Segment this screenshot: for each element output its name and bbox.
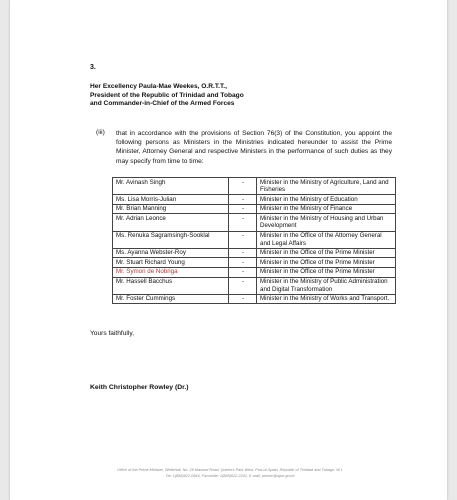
- letterhead-footer: [70, 468, 390, 479]
- table-row: [113, 277, 396, 294]
- minister-role: Minister in the Ministry of Works and Transport.: [257, 294, 396, 304]
- ministers-table: [112, 177, 396, 304]
- minister-role: Minister in the Ministry of Housing and Urban Development: [257, 214, 396, 231]
- separator: -: [229, 231, 257, 248]
- minister-name: Ms. Renuka Sagramsingh-Sooklal: [113, 231, 229, 248]
- minister-role: Minister in the Office of the Prime Minister: [257, 248, 396, 258]
- minister-name: Ms. Ayanna Webster-Roy: [113, 248, 229, 258]
- minister-role: Minister in the Office of the Prime Minister: [257, 267, 396, 277]
- separator: -: [229, 258, 257, 268]
- minister-name: Mr. Brian Manning: [113, 204, 229, 214]
- separator: -: [229, 267, 257, 277]
- minister-name: Mr. Adrian Leonce: [113, 214, 229, 231]
- minister-name: Mr. Avinash Singh: [113, 178, 229, 195]
- separator: -: [229, 195, 257, 205]
- separator: -: [229, 204, 257, 214]
- document-page: [10, 0, 447, 500]
- minister-name: Mr. Foster Cummings: [113, 294, 229, 304]
- addressee-line: Her Excellency Paula-Mae Weekes, O.R.T.T.,: [90, 83, 227, 90]
- footer-line: Tel: 1(868)622-0644, Facsimile: 1(868)622-2241, E-mail: pmsec@opm.gov.tt: [165, 473, 295, 478]
- table-row: [113, 258, 396, 268]
- paragraph-text: that in accordance with the provisions of Section 76(3) of the Constitution, you appoint the following persons as Ministers in the Ministries indicated hereunder to assist the Prime Minister, Attorney General and respective Ministers in the performance of such duties as they may specify from time to time:: [116, 130, 392, 165]
- separator: -: [229, 248, 257, 258]
- table-row: [113, 231, 396, 248]
- table-row: [113, 294, 396, 304]
- table-row: [113, 248, 396, 258]
- page-number: 3.: [90, 64, 96, 71]
- minister-name: Mr. Symon de Nobriga: [113, 267, 229, 277]
- table-row: [113, 195, 396, 205]
- addressee-line: and Commander-in-Chief of the Armed Forces: [90, 100, 235, 108]
- separator: -: [229, 214, 257, 231]
- minister-role: Minister in the Office of the Prime Minister: [257, 258, 396, 268]
- addressee-line: President of the Republic of Trinidad and Tobago: [90, 91, 244, 99]
- minister-role: Minister in the Ministry of Education: [257, 195, 396, 205]
- table-row: [113, 214, 396, 231]
- table-row: [113, 204, 396, 214]
- separator: -: [229, 178, 257, 195]
- minister-role: Minister in the Ministry of Finance: [257, 204, 396, 214]
- signatory-name: Keith Christopher Rowley (Dr.): [90, 384, 189, 391]
- separator: -: [229, 294, 257, 304]
- minister-name: Ms. Lisa Morris-Julian: [113, 195, 229, 205]
- footer-line: Office of the Prime Minister, Whitehall, No. 29 Maraval Road, Queen's Park West, Port-of-Spain, Republic of Trinidad and Tobago, W.I.: [117, 468, 343, 472]
- closing-salutation: Yours faithfully,: [90, 330, 134, 337]
- table-row: [113, 178, 396, 195]
- addressee-block: [90, 83, 244, 109]
- minister-role: Minister in the Office of the Attorney General and Legal Affairs: [257, 231, 396, 248]
- separator: -: [229, 277, 257, 294]
- minister-role: Minister in the Ministry of Agriculture, Land and Fisheries: [257, 178, 396, 195]
- minister-name: Mr. Hassell Bacchus: [113, 277, 229, 294]
- minister-role: Minister in the Ministry of Public Administration and Digital Transformation: [257, 277, 396, 294]
- paragraph-number: (iii): [96, 129, 105, 136]
- minister-name: Mr. Stuart Richard Young: [113, 258, 229, 268]
- table-row: [113, 267, 396, 277]
